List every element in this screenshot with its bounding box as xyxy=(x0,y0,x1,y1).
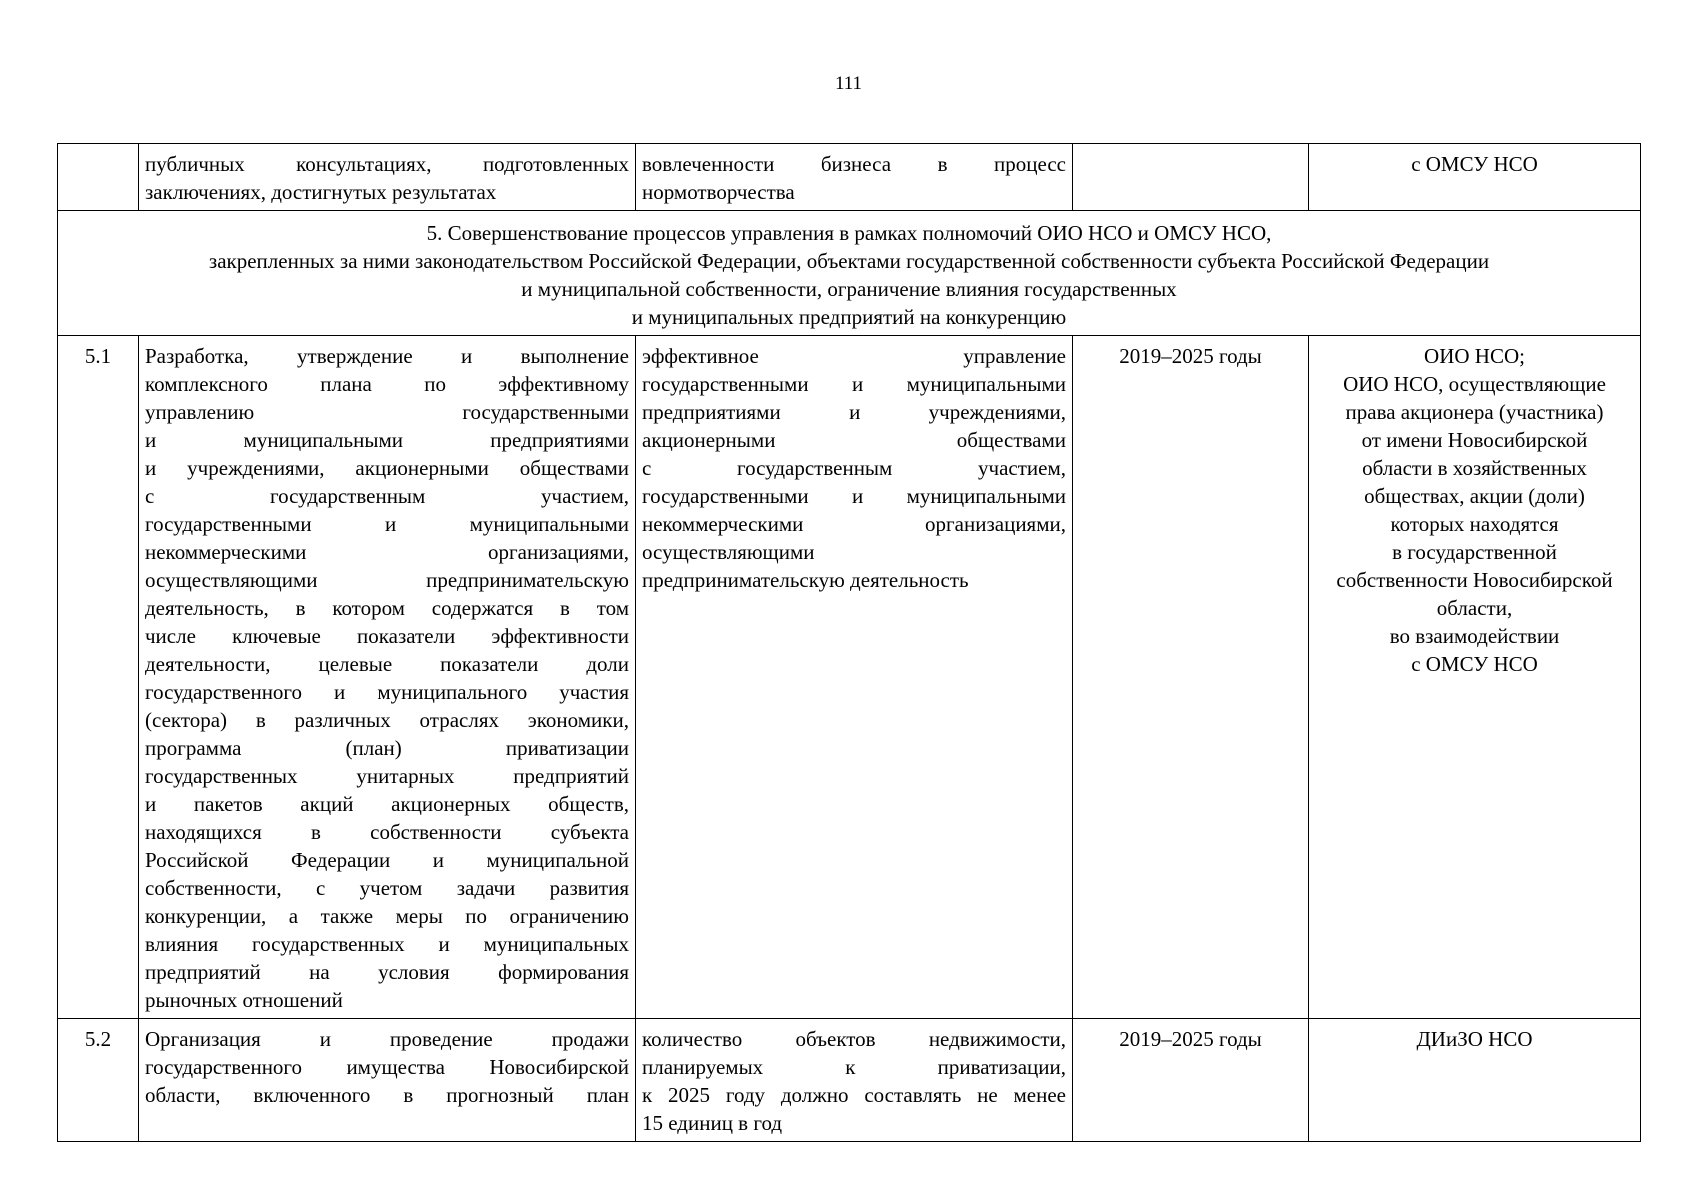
event-cell xyxy=(139,144,636,211)
section-header-row xyxy=(58,211,1641,336)
event-line: государственных унитарных предприятий xyxy=(145,764,629,788)
event-line: деятельность, в котором содержатся в том xyxy=(145,596,629,620)
responsible-line: собственности Новосибирской xyxy=(1336,568,1613,592)
table-row-5-2 xyxy=(58,1019,1641,1142)
event-line: с государственным участием, xyxy=(145,484,629,508)
table-row-5-1 xyxy=(58,336,1641,1019)
result-line: с государственным участием, xyxy=(642,456,1066,480)
event-cell xyxy=(139,1019,636,1142)
result-line: государственными и муниципальными xyxy=(642,372,1066,396)
event-line: конкуренции, а также меры по ограничению xyxy=(145,904,629,928)
event-line: некоммерческими организациями, xyxy=(145,540,629,564)
event-line: предприятий на условия формирования xyxy=(145,960,629,984)
table-row-continuation xyxy=(58,144,1641,211)
event-line: и пакетов акций акционерных обществ, xyxy=(145,792,629,816)
responsible-line: области, xyxy=(1436,596,1513,620)
event-line: (сектора) в различных отраслях экономики, xyxy=(145,708,629,732)
responsible-line: которых находятся xyxy=(1390,512,1559,536)
responsible-line: обществах, акции (доли) xyxy=(1364,484,1585,508)
event-line: и учреждениями, акционерными обществами xyxy=(145,456,629,480)
responsible-line: ОИО НСО, осуществляющие xyxy=(1343,372,1606,396)
event-line: государственными и муниципальными xyxy=(145,512,629,536)
row-number-cell: 5.1 xyxy=(58,336,139,1019)
event-line: числе ключевые показатели эффективности xyxy=(145,624,629,648)
page-number: 111 xyxy=(834,73,863,94)
measures-table xyxy=(57,143,1641,1142)
event-line: программа (план) приватизации xyxy=(145,736,629,760)
result-line: к 2025 году должно составлять не менее xyxy=(642,1083,1066,1107)
event-line: влияния государственных и муниципальных xyxy=(145,932,629,956)
row-number-cell: 5.2 xyxy=(58,1019,139,1142)
result-line: некоммерческими организациями, xyxy=(642,512,1066,536)
event-line: собственности, с учетом задачи развития xyxy=(145,876,629,900)
event-line: комплексного плана по эффективному xyxy=(145,372,629,396)
event-line: и муниципальными предприятиями xyxy=(145,428,629,452)
responsible-line: ДИиЗО НСО xyxy=(1416,1027,1533,1051)
event-line: государственного имущества Новосибирской xyxy=(145,1055,629,1079)
term-cell: 2019–2025 годы xyxy=(1073,1019,1309,1142)
event-line: заключениях, достигнутых результатах xyxy=(145,180,497,204)
responsible-line: права акционера (участника) xyxy=(1345,400,1604,424)
event-line: Разработка, утверждение и выполнение xyxy=(145,344,629,368)
term-cell: 2019–2025 годы xyxy=(1073,336,1309,1019)
section-title-line: и муниципальной собственности, ограничение влияния государственных xyxy=(521,277,1177,301)
responsible-line: области в хозяйственных xyxy=(1362,456,1587,480)
result-line: предпринимательскую деятельность xyxy=(642,568,969,592)
event-line: Организация и проведение продажи xyxy=(145,1027,629,1051)
responsible-line: во взаимодействии xyxy=(1389,624,1560,648)
section-title-cell xyxy=(58,211,1641,336)
event-line: деятельности, целевые показатели доли xyxy=(145,652,629,676)
event-line: осуществляющими предпринимательскую xyxy=(145,568,629,592)
term-cell xyxy=(1073,144,1309,211)
section-title-line: и муниципальных предприятий на конкуренцию xyxy=(631,305,1067,329)
result-line: 15 единиц в год xyxy=(642,1111,783,1135)
result-line: государственными и муниципальными xyxy=(642,484,1066,508)
result-line: количество объектов недвижимости, xyxy=(642,1027,1066,1051)
event-line: государственного и муниципального участия xyxy=(145,680,629,704)
result-cell xyxy=(636,144,1073,211)
section-title-line: закрепленных за ними законодательством Российской Федерации, объектами государственной собственности субъекта Российской Федерации xyxy=(208,249,1490,273)
responsible-cell xyxy=(1309,1019,1641,1142)
result-cell xyxy=(636,1019,1073,1142)
responsible-line: от имени Новосибирской xyxy=(1361,428,1588,452)
event-line: управлению государственными xyxy=(145,400,629,424)
result-line: эффективное управление xyxy=(642,344,1066,368)
result-cell xyxy=(636,336,1073,1019)
event-line: области, включенного в прогнозный план xyxy=(145,1083,629,1107)
result-line: планируемых к приватизации, xyxy=(642,1055,1066,1079)
responsible-line: ОИО НСО; xyxy=(1424,344,1525,368)
event-line: находящихся в собственности субъекта xyxy=(145,820,629,844)
responsible-cell xyxy=(1309,336,1641,1019)
responsible-line: с ОМСУ НСО xyxy=(1411,652,1538,676)
event-line: публичных консультациях, подготовленных xyxy=(145,152,629,176)
result-line: нормотворчества xyxy=(642,180,795,204)
responsible-line: с ОМСУ НСО xyxy=(1411,152,1538,176)
event-line: рыночных отношений xyxy=(145,988,343,1012)
result-line: предприятиями и учреждениями, xyxy=(642,400,1066,424)
result-line: осуществляющими xyxy=(642,540,815,564)
event-line: Российской Федерации и муниципальной xyxy=(145,848,629,872)
section-title-line: 5. Совершенствование процессов управления в рамках полномочий ОИО НСО и ОМСУ НСО, xyxy=(426,221,1272,245)
responsible-cell xyxy=(1309,144,1641,211)
result-line: акционерными обществами xyxy=(642,428,1066,452)
event-cell xyxy=(139,336,636,1019)
row-number-cell xyxy=(58,144,139,211)
responsible-line: в государственной xyxy=(1392,540,1557,564)
result-line: вовлеченности бизнеса в процесс xyxy=(642,152,1066,176)
